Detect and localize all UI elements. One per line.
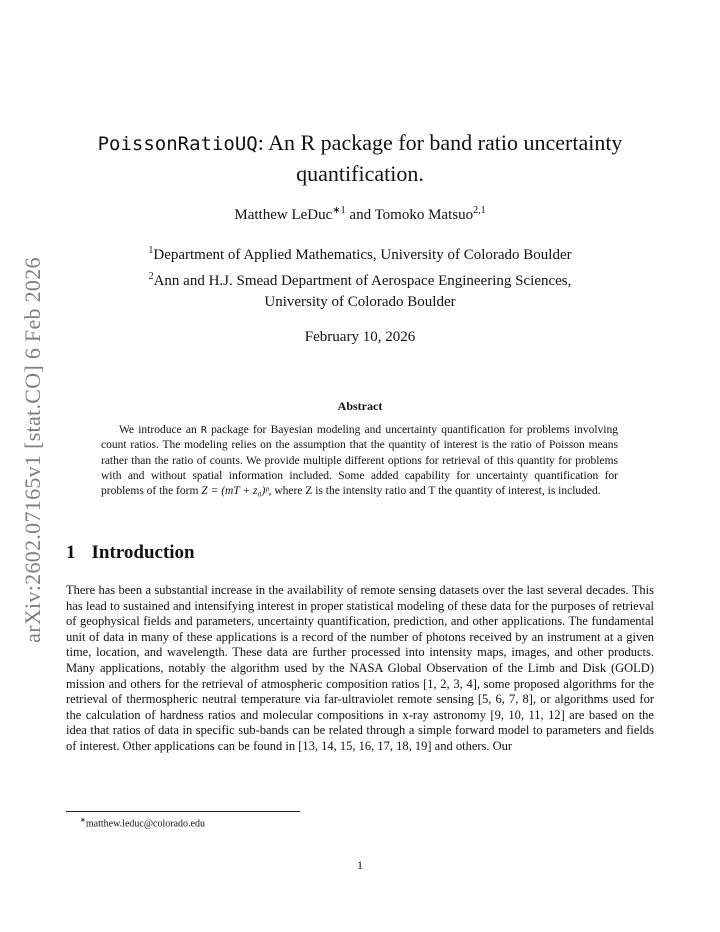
page-number: 1 [357, 858, 363, 872]
affiliation-line [60, 240, 660, 266]
abstract-code: R [200, 425, 207, 436]
footnote-email: matthew.leduc@colorado.edu [85, 818, 205, 830]
affiliation-mark: 2 [148, 271, 154, 282]
package-name: PoissonRatioUQ [97, 133, 258, 155]
abstract-heading: Abstract [337, 399, 383, 413]
author-superscript: ∗1 [332, 205, 346, 216]
author-list [60, 205, 660, 224]
footnote-divider [66, 811, 300, 812]
author-name: Tomoko Matsuo [374, 207, 474, 223]
footnote-mark: ∗ [80, 816, 86, 824]
section-heading [66, 542, 195, 564]
section-number: 1 [66, 542, 76, 563]
affiliation-line [60, 266, 660, 292]
abstract-text: package for Bayesian modeling and uncertainty quantification for problems involving count ratios. The modeling relies on the assumption that the quantity of interest is the ratio of Poisson means rather than the ratio of counts. We provide multiple different options for retrieval of this quantity for problems with and without spatial information included. Some added capability for uncertainty quantification for problems of the form [101, 424, 618, 498]
arxiv-identifier-stamp: arXiv:2602.07165v1 [stat.CO] 6 Feb 2026 [20, 257, 45, 643]
title-rest: : An R package for band ratio uncertainty quantification. [257, 130, 623, 186]
affiliation-text: Ann and H.J. Smead Department of Aerospace Engineering Sciences, [153, 273, 572, 289]
author-conjunction: and [345, 207, 375, 223]
introduction-paragraph: There has been a substantial increase in the availability of remote sensing datasets over the last several decades. This has lead to sustained and intensifying interest in proper statistical modeling of these data for the purposes of retrieval of geophysical fields and parameters, uncertainty quantification, prediction, and other applications. The fundamental unit of data in many of these applications is a record of the number of photons received by an instrument at a given time, location, and wavelength. These data are further processed into intensity maps, images, and other products. Many applications, notably the algorithm used by the NASA Global Observation of the Limb and Disk (GOLD) mission and others for the retrieval of atmospheric composition ratios [1, 2, 3, 4], some proposed algorithms for the retrieval of thermospheric neutral temperature via far-ultraviolet remote sensing [5, 6, 7, 8], or algorithms used for the calculation of hardness ratios and molecular compositions in x-ray astronomy [9, 10, 11, 12] are based on the idea that ratios of data in specific sub-bands can be related through a simple forward model to parameters and fields of interest. Other applications can be found in [13, 14, 15, 16, 17, 18, 19] and others. Our [66, 583, 654, 753]
abstract-body [101, 423, 618, 499]
affiliation-text: Department of Applied Mathematics, University of Colorado Boulder [153, 247, 572, 263]
publication-date: February 10, 2026 [304, 329, 416, 345]
footnote [80, 816, 205, 829]
section-title: Introduction [91, 542, 195, 563]
author-superscript: 2,1 [473, 205, 486, 216]
affiliations [60, 240, 660, 313]
abstract-formula: Z = (mT + z₀)ᵖ [201, 485, 269, 498]
author-name: Matthew LeDuc [234, 207, 333, 223]
paper-title [60, 128, 660, 189]
abstract-text: , where Z is the intensity ratio and T the quantity of interest, is included. [268, 485, 601, 498]
affiliation-line: University of Colorado Boulder [264, 294, 456, 310]
abstract-text: We introduce an [119, 424, 201, 436]
affiliation-mark: 1 [148, 245, 154, 256]
